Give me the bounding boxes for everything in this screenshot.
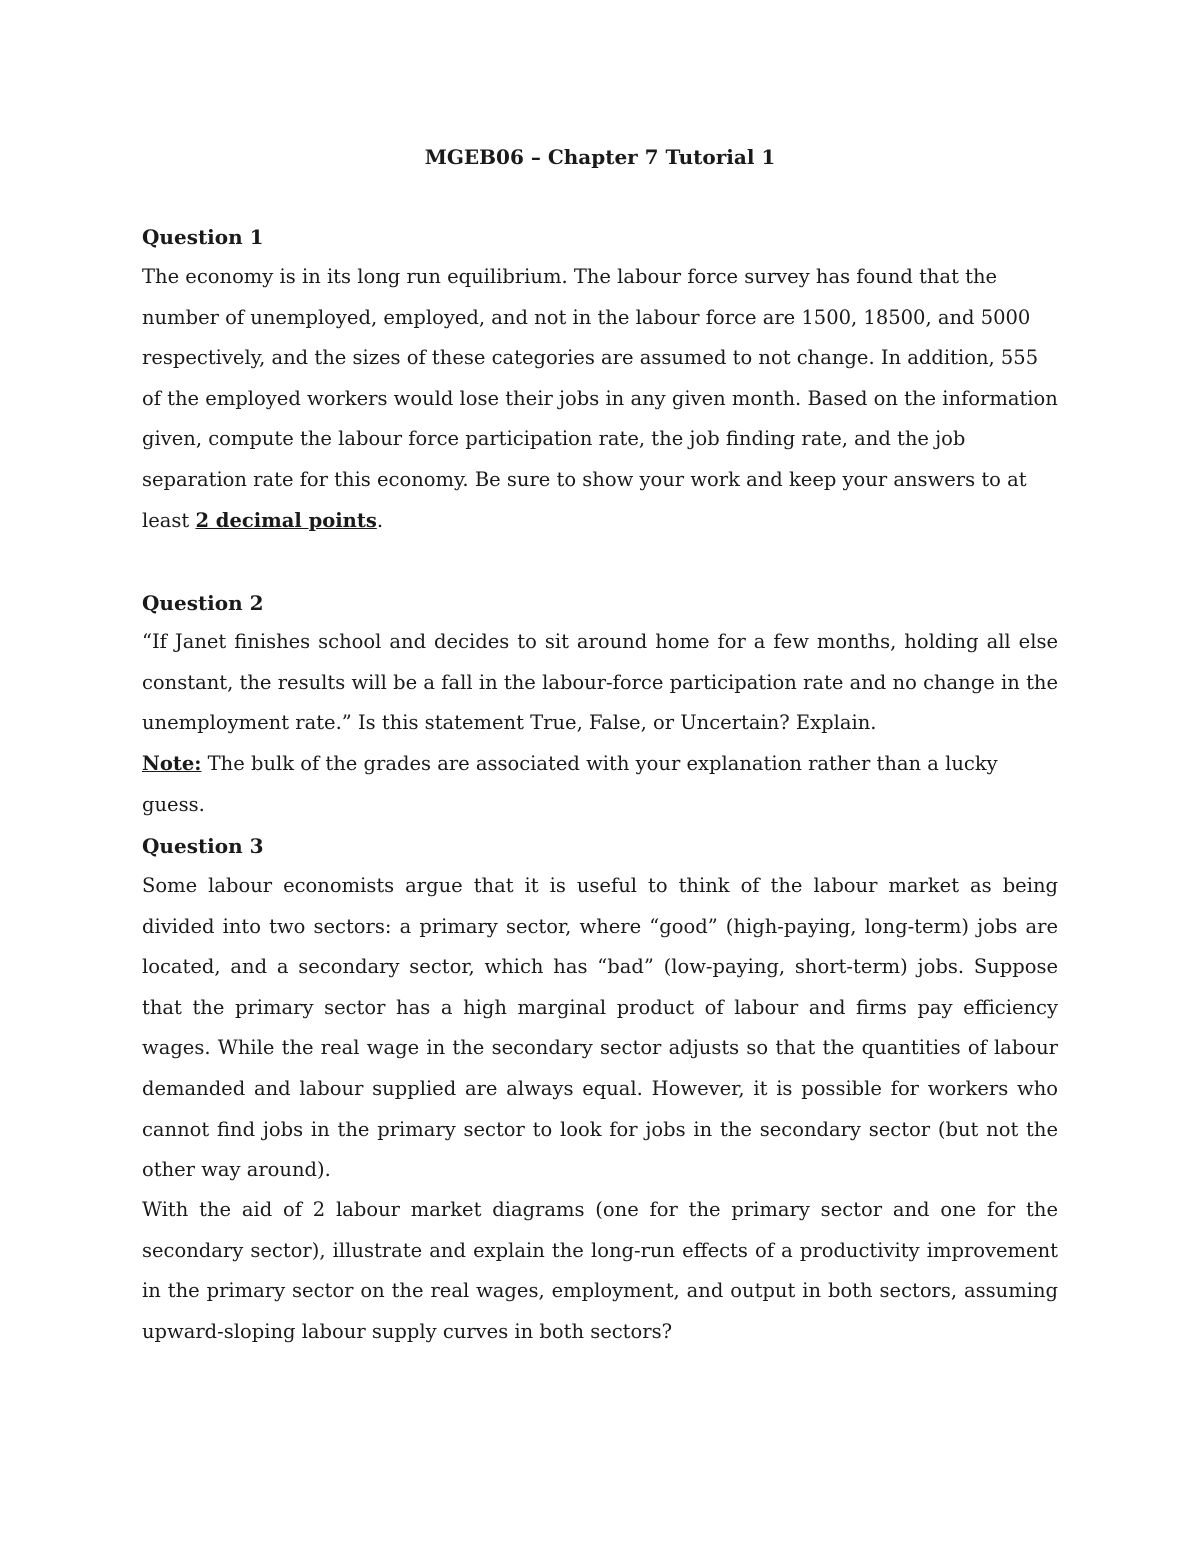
- document-title: MGEB06 – Chapter 7 Tutorial 1: [424, 145, 776, 169]
- question-2-body: “If Janet finishes school and decides to sit around home for a few months, holding all else constant, the results will be a fall in the labour-force participation rate and no change in the unemployment rate.” Is this statement True, False, or Uncertain? Explain.: [142, 630, 1058, 735]
- question-3-paragraph-1: Some labour economists argue that it is useful to think of the labour market as being divided into two sectors: a primary sector, where “good” (high-paying, long-term) jobs are located, and a secondary sector, which has “bad” (low-paying, short-term) jobs. Suppose that the primary sector has a high marginal product of labour and firms pay efficiency wages. While the real wage in the secondary sector adjusts so that the quantities of labour demanded and labour supplied are always equal. However, it is possible for workers who cannot find jobs in the primary sector to look for jobs in the secondary sector (but not the other way around).: [142, 874, 1058, 1182]
- question-1-end: .: [376, 508, 384, 532]
- question-3-heading: Question 3: [142, 834, 264, 858]
- question-3-paragraph-2: With the aid of 2 labour market diagrams (one for the primary sector and one for the secondary sector), illustrate and explain the long-run effects of a productivity improvement in the primary sector on the real wages, employment, and output in both sectors, assuming upward-sloping labour supply curves in both sectors?: [142, 1198, 1058, 1343]
- question-1-text: The economy is in its long run equilibrium. The labour force survey has found that the number of unemployed, employed, and not in the labour force are 1500, 18500, and 5000 respectively, and the sizes of these categories are assumed to not change. In addition, 555 of the employed workers would lose their jobs in any given month. Based on the information given, compute the labour force participation rate, the job finding rate, and the job separation rate for this economy. Be sure to show your work and keep your answers to at least: [142, 265, 1058, 532]
- question-1-heading: Question 1: [142, 225, 264, 249]
- question-2-note: [142, 744, 1058, 825]
- note-label: Note:: [142, 752, 202, 775]
- question-2-heading: Question 2: [142, 591, 264, 615]
- question-1-body: [142, 257, 1058, 541]
- question-1-emphasis: 2 decimal points: [195, 508, 377, 532]
- note-text: The bulk of the grades are associated with your explanation rather than a lucky guess.: [142, 752, 998, 816]
